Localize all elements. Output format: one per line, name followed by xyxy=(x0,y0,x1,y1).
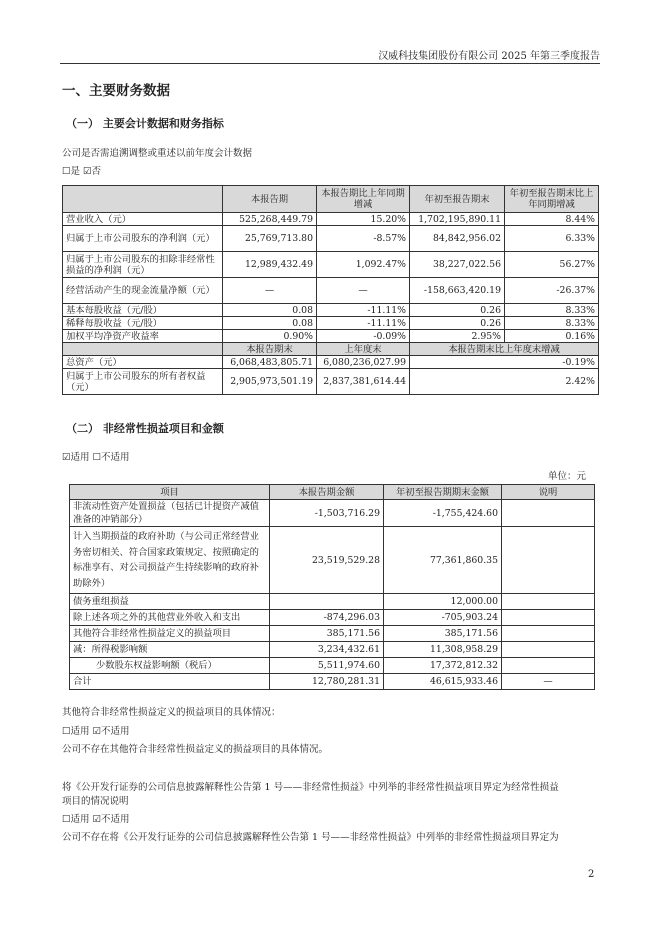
table-cell: 0.16% xyxy=(505,330,599,343)
table-row xyxy=(70,626,595,642)
table-row xyxy=(70,674,595,690)
subsection-title-2: （二） 非经常性损益项目和金额 xyxy=(66,422,224,435)
table-header-cell: 项目 xyxy=(70,485,270,500)
table-cell: 0.08 xyxy=(223,304,317,317)
table-row xyxy=(63,278,599,304)
table-cell: -0.19% xyxy=(410,356,599,369)
table-cell xyxy=(502,500,595,527)
table-cell xyxy=(502,626,595,642)
table-cell: 11,308,958.29 xyxy=(384,642,502,658)
table-row xyxy=(70,658,595,674)
table-cell: -11.11% xyxy=(317,304,410,317)
table-cell: 2.95% xyxy=(410,330,505,343)
table-cell: 385,171.56 xyxy=(384,626,502,642)
table-cell: 8.44% xyxy=(505,213,599,226)
table-cell: 8.33% xyxy=(505,317,599,330)
table-row xyxy=(63,369,599,395)
table-cell: 385,171.56 xyxy=(270,626,384,642)
table-row xyxy=(70,610,595,626)
table-row xyxy=(63,226,599,252)
row-label: 其他符合非经常性损益定义的损益项目 xyxy=(70,626,270,642)
table-cell: -11.11% xyxy=(317,317,410,330)
other-items-title: 其他符合非经常性损益定义的损益项目的具体情况： xyxy=(62,707,281,718)
table-cell: -26.37% xyxy=(505,278,599,304)
table-cell: 2.42% xyxy=(410,369,599,395)
table-row xyxy=(70,594,595,610)
table-cell: 0.26 xyxy=(410,304,505,317)
table-cell: 56.27% xyxy=(505,252,599,278)
row-label: 少数股东权益影响额（税后） xyxy=(70,658,270,674)
row-label: 除上述各项之外的其他营业外收入和支出 xyxy=(70,610,270,626)
table-cell: 0.08 xyxy=(223,317,317,330)
table-cell: 5,511,974.60 xyxy=(270,658,384,674)
table-cell: 0.90% xyxy=(223,330,317,343)
table-row xyxy=(63,304,599,317)
table-header-cell: 本报告期末比上年度末增减 xyxy=(410,343,599,356)
table-cell: 12,989,432.49 xyxy=(223,252,317,278)
row-label: 营业收入（元） xyxy=(63,213,223,226)
table-row xyxy=(63,330,599,343)
table-cell: -705,903.24 xyxy=(384,610,502,626)
table-cell xyxy=(502,642,595,658)
table-header-cell: 本报告期金额 xyxy=(270,485,384,500)
table-cell: 6.33% xyxy=(505,226,599,252)
applicability-options: ☑适用 ☐不适用 xyxy=(62,452,130,463)
table-cell: -0.09% xyxy=(317,330,410,343)
table-cell: — xyxy=(502,674,595,690)
row-label: 归属于上市公司股东的净利润（元） xyxy=(63,226,223,252)
table-header-cell: 说明 xyxy=(502,485,595,500)
regulation-options: ☐适用 ☑不适用 xyxy=(62,814,130,825)
table-cell: 1,702,195,890.11 xyxy=(410,213,505,226)
table-cell: -8.57% xyxy=(317,226,410,252)
regulation-text-2: 项目的情况说明 xyxy=(62,796,129,807)
section-title: 一、主要财务数据 xyxy=(62,83,170,99)
table-cell xyxy=(502,610,595,626)
table-cell: 12,780,281.31 xyxy=(270,674,384,690)
row-label: 减：所得税影响额 xyxy=(70,642,270,658)
table-cell: 12,000.00 xyxy=(384,594,502,610)
table-cell: 525,268,449.79 xyxy=(223,213,317,226)
row-label: 合计 xyxy=(70,674,270,690)
table-header-cell: 年初至报告期末比上年同期增减 xyxy=(505,186,599,213)
table-row xyxy=(63,252,599,278)
table-row xyxy=(70,527,595,594)
row-label: 归属于上市公司股东的所有者权益（元） xyxy=(63,369,223,395)
table-cell: 2,905,973,501.19 xyxy=(223,369,317,395)
table-header-cell xyxy=(63,186,223,213)
table-cell xyxy=(502,527,595,594)
page-number: 2 xyxy=(588,869,595,880)
table-cell: 8.33% xyxy=(505,304,599,317)
restatement-options: ☐是 ☑否 xyxy=(62,166,102,177)
header-divider xyxy=(60,63,600,64)
table-cell: 15.20% xyxy=(317,213,410,226)
table-cell: -158,663,420.19 xyxy=(410,278,505,304)
table-cell: 17,372,812.32 xyxy=(384,658,502,674)
table-header-cell: 本报告期比上年同期增减 xyxy=(317,186,410,213)
unit-label: 单位：元 xyxy=(548,471,587,482)
table-cell xyxy=(270,594,384,610)
table-cell xyxy=(502,658,595,674)
table-cell: 23,519,529.28 xyxy=(270,527,384,594)
table-cell xyxy=(502,594,595,610)
table-cell: 6,068,483,805.71 xyxy=(223,356,317,369)
row-label: 加权平均净资产收益率 xyxy=(63,330,223,343)
table-header-cell: 上年度末 xyxy=(317,343,410,356)
table-header-cell: 年初至报告期末 xyxy=(410,186,505,213)
table-cell: 0.26 xyxy=(410,317,505,330)
table-row xyxy=(63,317,599,330)
table-cell: — xyxy=(317,278,410,304)
table-cell: 25,769,713.80 xyxy=(223,226,317,252)
row-label: 经营活动产生的现金流量净额（元） xyxy=(63,278,223,304)
regulation-text-1: 将《公开发行证券的公司信息披露解释性公告第 1 号——非经常性损益》中列举的非经常性损益项目界定为经常性损益 xyxy=(62,782,559,793)
regulation-conclusion: 公司不存在将《公开发行证券的公司信息披露解释性公告第 1 号——非经常性损益》中列举的非经常性损益项目界定为 xyxy=(62,832,559,843)
row-label: 非流动性资产处置损益（包括已计提资产减值准备的冲销部分） xyxy=(70,500,270,527)
report-header: 汉威科技集团股份有限公司 2025 年第三季度报告 xyxy=(378,51,600,62)
other-items-options: ☐适用 ☑不适用 xyxy=(62,726,130,737)
table-header-cell: 本报告期 xyxy=(223,186,317,213)
table-cell: 3,234,432.61 xyxy=(270,642,384,658)
table-cell: 84,842,956.02 xyxy=(410,226,505,252)
row-label: 稀释每股收益（元/股） xyxy=(63,317,223,330)
table-row xyxy=(63,213,599,226)
table-row xyxy=(70,500,595,527)
table-cell: -1,503,716.29 xyxy=(270,500,384,527)
table-row xyxy=(63,356,599,369)
row-label: 债务重组损益 xyxy=(70,594,270,610)
row-label: 归属于上市公司股东的扣除非经常性损益的净利润（元） xyxy=(63,252,223,278)
non-recurring-table xyxy=(69,484,595,690)
table-cell: 6,080,236,027.99 xyxy=(317,356,410,369)
table-cell: — xyxy=(223,278,317,304)
table-cell: 2,837,381,614.44 xyxy=(317,369,410,395)
row-label: 总资产（元） xyxy=(63,356,223,369)
table-cell: -874,296.03 xyxy=(270,610,384,626)
table-cell: -1,755,424.60 xyxy=(384,500,502,527)
table-cell: 77,361,860.35 xyxy=(384,527,502,594)
table-cell: 38,227,022.56 xyxy=(410,252,505,278)
row-label: 计入当期损益的政府补助（与公司正常经营业务密切相关、符合国家政策规定、按照确定的标准享有、对公司损益产生持续影响的政府补助除外） xyxy=(70,527,270,594)
table-cell: 1,092.47% xyxy=(317,252,410,278)
subsection-title-1: （一） 主要会计数据和财务指标 xyxy=(66,117,224,130)
table-cell: 46,615,933.46 xyxy=(384,674,502,690)
restatement-question: 公司是否需追溯调整或重述以前年度会计数据 xyxy=(62,148,253,159)
row-label: 基本每股收益（元/股） xyxy=(63,304,223,317)
table-header-cell: 本报告期末 xyxy=(223,343,317,356)
other-items-text: 公司不存在其他符合非经常性损益定义的损益项目的具体情况。 xyxy=(62,744,329,755)
financial-data-table xyxy=(62,185,599,395)
table-header-cell: 年初至报告期期末金额 xyxy=(384,485,502,500)
table-row xyxy=(70,642,595,658)
table-header-cell xyxy=(63,343,223,356)
